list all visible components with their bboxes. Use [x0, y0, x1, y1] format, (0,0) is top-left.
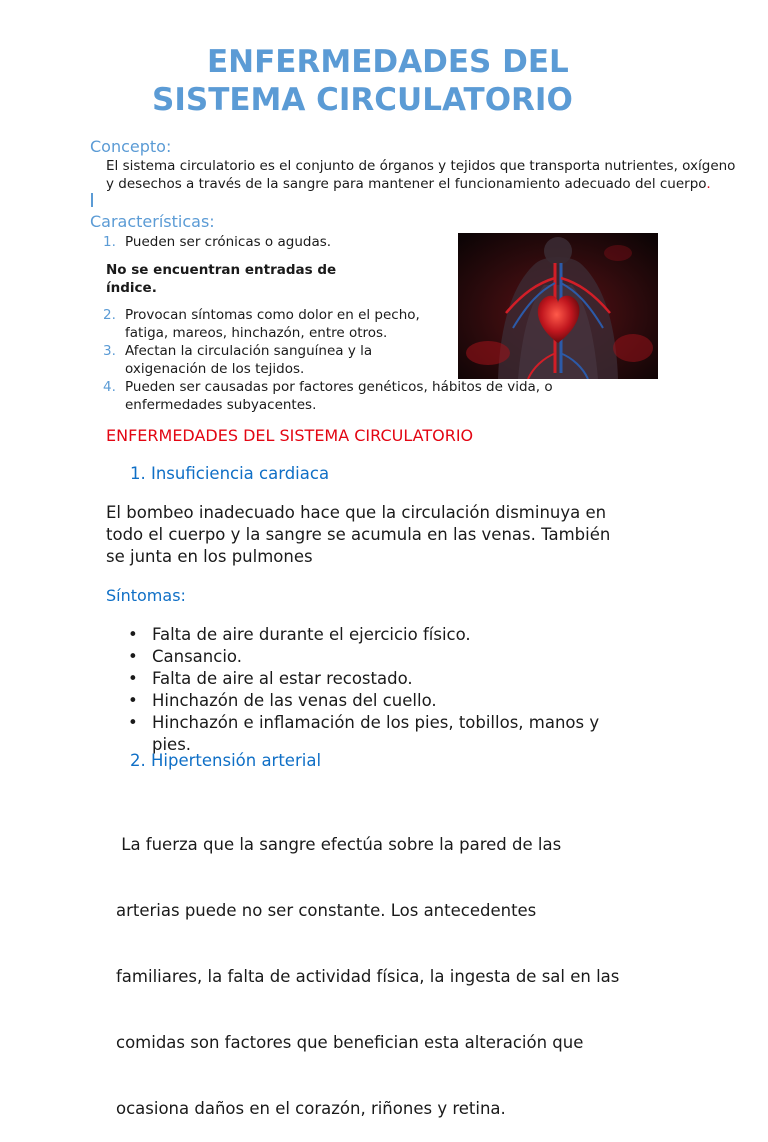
symptoms-heading: Síntomas: — [106, 586, 186, 605]
caracteristica-item-1: 1. Pueden ser crónicas o agudas. — [103, 234, 332, 250]
disease-1-title: 1. Insuficiencia cardiaca — [130, 464, 330, 483]
caracteristica-item-2: 2. Provocan síntomas como dolor en el pecho, fatiga, mareos, hinchazón, entre otros. — [103, 307, 420, 341]
symptom-item: • Hinchazón de las venas del cuello. — [128, 691, 437, 710]
symptom-item: • Falta de aire al estar recostado. — [128, 669, 413, 688]
symptom-item: • Hinchazón e inflamación de los pies, tobillos, manos y pies. — [128, 713, 600, 754]
index-note: No se encuentran entradas de índice. — [106, 262, 337, 296]
disease-2-title: 2. Hipertensión arterial — [130, 751, 322, 770]
text-cursor — [91, 193, 93, 207]
concepto-text-line-1: El sistema circulatorio es el conjunto de órganos y tejidos que transporta nutrientes, oxígeno — [106, 158, 736, 174]
concepto-period: . — [706, 176, 711, 192]
symptom-item: • Cansancio. — [128, 647, 242, 666]
disease-1-paragraph: El bombeo inadecuado hace que la circulación disminuya en todo el cuerpo y la sangre se acumula en las venas. También se junta en los pulmones — [106, 503, 611, 566]
section-heading: ENFERMEDADES DEL SISTEMA CIRCULATORIO — [106, 426, 474, 445]
concepto-heading: Concepto: — [90, 137, 172, 156]
concepto-text-line-2: y desechos a través de la sangre para mantener el funcionamiento adecuado del cuerpo. — [106, 176, 711, 192]
disease-2-paragraph: La fuerza que la sangre efectúa sobre la pared de las arterias puede no ser constante. Los antecedentes familiares, la falta de actividad física, la ingesta de sal en las comidas son factores que benefician esta alteración que ocasiona daños en el corazón, riñones y retina. — [116, 835, 620, 1118]
caracteristica-item-3: 3. Afectan la circulación sanguínea y la oxigenación de los tejidos. — [103, 343, 373, 377]
caracteristica-item-4: 4. Pueden ser causadas por factores genéticos, hábitos de vida, o enfermedades subyacentes. — [103, 379, 553, 413]
heart-circulatory-image — [458, 233, 658, 379]
symptoms-list — [128, 624, 599, 756]
title-line-2: SISTEMA CIRCULATORIO — [152, 82, 573, 118]
symptom-item: • Falta de aire durante el ejercicio físico. — [128, 625, 471, 644]
title-line-1: ENFERMEDADES DEL — [207, 44, 569, 80]
caracteristicas-heading: Características: — [90, 212, 215, 231]
